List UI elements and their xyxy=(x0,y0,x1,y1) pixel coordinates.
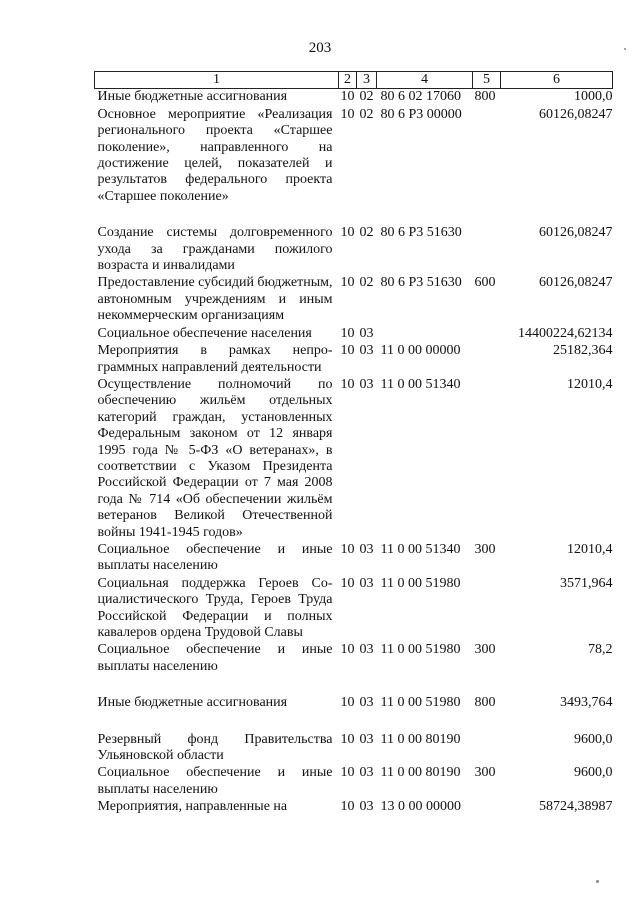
table-row xyxy=(95,225,613,275)
table-row xyxy=(95,89,613,107)
table-row xyxy=(95,765,613,799)
row-section: 10 xyxy=(340,325,355,341)
row-amount: 78,2 xyxy=(588,642,613,658)
row-name: Социальное обеспечение и иные выплаты населению xyxy=(97,541,333,574)
table-row xyxy=(95,275,613,325)
row-name: Социальное обеспечение и иные выплаты населению xyxy=(97,765,333,797)
scan-speck xyxy=(596,880,599,883)
row-target-article: 11 0 00 51980 xyxy=(380,695,461,711)
row-target-article: 11 0 00 80190 xyxy=(380,731,461,747)
row-name: Иные бюджетные ассигнования xyxy=(97,695,288,711)
row-section: 10 xyxy=(340,89,355,105)
row-name: Мероприятия в рамках непрограммных направлений деятельности xyxy=(97,343,333,375)
header-col-6: 6 xyxy=(501,72,613,89)
row-subsection: 02 xyxy=(359,106,374,122)
row-target-article: 11 0 00 80190 xyxy=(380,765,461,781)
row-name: Социальное обеспечение и иные выплаты населению xyxy=(97,642,333,674)
row-subsection: 03 xyxy=(359,695,374,711)
row-section: 10 xyxy=(340,275,355,291)
row-section: 10 xyxy=(340,765,355,781)
row-target-article: 80 6 Р3 51630 xyxy=(380,225,462,241)
row-target-article: 11 0 00 51980 xyxy=(380,642,461,658)
row-subsection: 02 xyxy=(359,275,374,291)
row-amount: 9600,0 xyxy=(574,731,613,747)
row-name: Резервный фонд Правительства Ульяновской области xyxy=(97,731,333,764)
row-expense-type: 300 xyxy=(474,642,496,658)
row-expense-type xyxy=(473,343,501,377)
row-expense-type: 800 xyxy=(474,89,496,105)
row-target-article: 11 0 00 51980 xyxy=(380,575,461,591)
row-expense-type xyxy=(473,377,501,542)
table-row xyxy=(95,576,613,643)
row-amount: 60126,08247 xyxy=(539,225,613,241)
row-section: 10 xyxy=(340,575,355,591)
row-target-article: 80 6 Р3 00000 xyxy=(380,106,462,122)
row-amount: 14400224,62134 xyxy=(518,325,613,341)
row-expense-type: 800 xyxy=(474,695,496,711)
table-row xyxy=(95,542,613,576)
row-amount: 3493,764 xyxy=(560,695,613,711)
header-col-3: 3 xyxy=(357,72,377,89)
row-name: Социальная поддержка Героев Социалистического Труда, Героев Труда Российской Федерации и полных кавалеров ордена Трудовой Славы xyxy=(97,575,333,640)
header-col-4: 4 xyxy=(377,72,473,89)
row-section: 10 xyxy=(340,106,355,122)
header-col-2: 2 xyxy=(339,72,357,89)
row-section: 10 xyxy=(340,799,355,815)
table-row xyxy=(95,326,613,343)
header-col-1: 1 xyxy=(95,72,339,89)
row-section: 10 xyxy=(340,225,355,241)
row-target-article: 11 0 00 51340 xyxy=(380,541,461,557)
row-name: Иные бюджетные ассигнования xyxy=(97,89,288,105)
row-target-article: 11 0 00 51340 xyxy=(380,376,461,392)
row-name: Мероприятия, направленные на xyxy=(97,799,288,815)
table-header xyxy=(95,72,613,89)
row-subsection: 03 xyxy=(359,541,374,557)
row-expense-type xyxy=(473,107,501,225)
row-subsection: 03 xyxy=(359,325,374,341)
row-amount: 12010,4 xyxy=(567,376,613,392)
row-name: Предоставление субсидий бюджетным, автономным учреждениям и иным некоммерческим организациям xyxy=(97,275,333,324)
row-expense-type xyxy=(473,576,501,643)
row-expense-type xyxy=(473,225,501,275)
row-target-article: 80 6 02 17060 xyxy=(380,89,461,105)
row-subsection: 03 xyxy=(359,731,374,747)
row-target-article: 13 0 00 00000 xyxy=(380,799,461,815)
row-target-article xyxy=(377,326,473,343)
row-amount: 1000,0 xyxy=(574,89,613,105)
header-col-5: 5 xyxy=(473,72,501,89)
row-section: 10 xyxy=(340,642,355,658)
row-amount: 60126,08247 xyxy=(539,275,613,291)
row-expense-type: 600 xyxy=(474,275,496,291)
page-number: 203 xyxy=(308,40,332,56)
row-target-article: 80 6 Р3 51630 xyxy=(380,275,462,291)
table-row xyxy=(95,695,613,731)
table-row xyxy=(95,377,613,542)
row-expense-type: 300 xyxy=(474,541,496,557)
table-row xyxy=(95,642,613,695)
row-subsection: 03 xyxy=(359,575,374,591)
row-expense-type: 300 xyxy=(474,765,496,781)
row-amount: 9600,0 xyxy=(574,765,613,781)
row-name: Основное мероприятие «Реализация регионального проекта «Старшее поколение», направленного на достижение целей, показателей и результатов федерального проекта «Старшее поколение» xyxy=(97,106,333,204)
row-expense-type xyxy=(473,732,501,766)
row-amount: 3571,964 xyxy=(560,575,613,591)
row-target-article: 11 0 00 00000 xyxy=(380,343,461,359)
row-subsection: 03 xyxy=(359,343,374,359)
row-name: Социальное обеспечение населения xyxy=(97,325,312,341)
row-subsection: 02 xyxy=(359,89,374,105)
row-name: Создание системы долговременного ухода за гражданами пожилого возраста и инвалидами xyxy=(97,225,333,274)
row-expense-type xyxy=(473,799,501,816)
row-section: 10 xyxy=(340,731,355,747)
table-row xyxy=(95,343,613,377)
row-expense-type xyxy=(473,326,501,343)
row-amount: 12010,4 xyxy=(567,541,613,557)
row-section: 10 xyxy=(340,376,355,392)
table-body xyxy=(95,89,613,817)
row-subsection: 03 xyxy=(359,765,374,781)
scan-speck xyxy=(624,48,626,50)
budget-table xyxy=(94,71,613,817)
row-name: Осуществление полномочий по обеспечению жильём отдельных категорий граждан, установленных Федеральным законом от 12 января 1995 года № 5-ФЗ «О ветеранах», в соответствии с Указом Президента Российской Федерации от 7 мая 2008 года № 714 «Об обеспечении жильём ветеранов Великой Отечественной войны 1941-1945 годов» xyxy=(97,376,333,540)
row-amount: 60126,08247 xyxy=(539,106,613,122)
table-row xyxy=(95,107,613,225)
table-row xyxy=(95,732,613,766)
row-section: 10 xyxy=(340,343,355,359)
row-subsection: 03 xyxy=(359,799,374,815)
row-section: 10 xyxy=(340,695,355,711)
row-section: 10 xyxy=(340,541,355,557)
row-amount: 58724,38987 xyxy=(539,799,613,815)
row-subsection: 02 xyxy=(359,225,374,241)
table-row xyxy=(95,799,613,816)
row-subsection: 03 xyxy=(359,376,374,392)
row-amount: 25182,364 xyxy=(553,343,613,359)
row-subsection: 03 xyxy=(359,642,374,658)
